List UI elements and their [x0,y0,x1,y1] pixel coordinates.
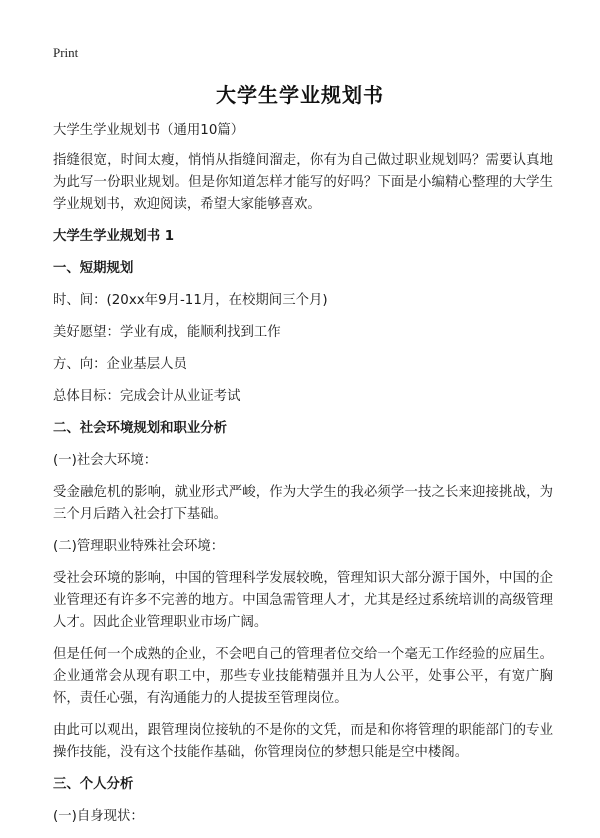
environment-paragraph-2: 受社会环境的影响，中国的管理科学发展较晚，管理知识大部分源于国外，中国的企业管理还有许多不完善的地方。中国急需管理人才，尤其是经过系统培训的高级管理人才。因此企业管理职业市场广阔。 [53,571,553,630]
section-title: 大学生学业规划书 1 [53,229,175,244]
time-line: 时、间：(20xx年9月-11月，在校期间三个月) [53,293,328,308]
wish-line: 美好愿望：学业有成，能顺利找到工作 [53,325,281,340]
personal-analysis-heading: 三、个人分析 [53,777,134,792]
environment-heading: 二、社会环境规划和职业分析 [53,421,228,436]
environment-paragraph-4: 由此可以观出，跟管理岗位接轨的不是你的文凭，而是和你将管理的职能部门的专业操作技能，没有这个技能作基础，你管理岗位的梦想只能是空中楼阁。 [53,723,553,760]
environment-subheading-1: (一)社会大环境： [53,453,158,468]
document-title: 大学生学业规划书 [216,83,384,107]
environment-paragraph-3: 但是任何一个成熟的企业，不会吧自己的管理者位交给一个毫无工作经验的应届生。企业通常会从现有职工中，那些专业技能精强并且为人公平，处事公平，有宽广胸怀，责任心强，有沟通能力的人提拔至管理岗位。 [53,647,553,706]
goal-line: 总体目标：完成会计从业证考试 [53,389,241,404]
document-body [53,120,553,838]
document-subtitle: 大学生学业规划书（通用10篇） [53,123,245,138]
environment-paragraph-1: 受金融危机的影响，就业形式严峻，作为大学生的我必须学一技之长来迎接挑战，为三个月后踏入社会打下基础。 [53,485,553,522]
print-link[interactable]: Print [53,45,79,60]
environment-subheading-2: (二)管理职业特殊社会环境： [53,539,225,554]
short-term-heading: 一、短期规划 [53,261,134,276]
direction-line: 方、向：企业基层人员 [53,357,187,372]
personal-subheading-1: (一)自身现状： [53,809,144,824]
intro-paragraph: 指缝很宽，时间太瘦，悄悄从指缝间溜走，你有为自己做过职业规划吗？需要认真地为此写一份职业规划。但是你知道怎样才能写的好吗？下面是小编精心整理的大学生学业规划书，欢迎阅读，希望大家能够喜欢。 [53,153,553,212]
